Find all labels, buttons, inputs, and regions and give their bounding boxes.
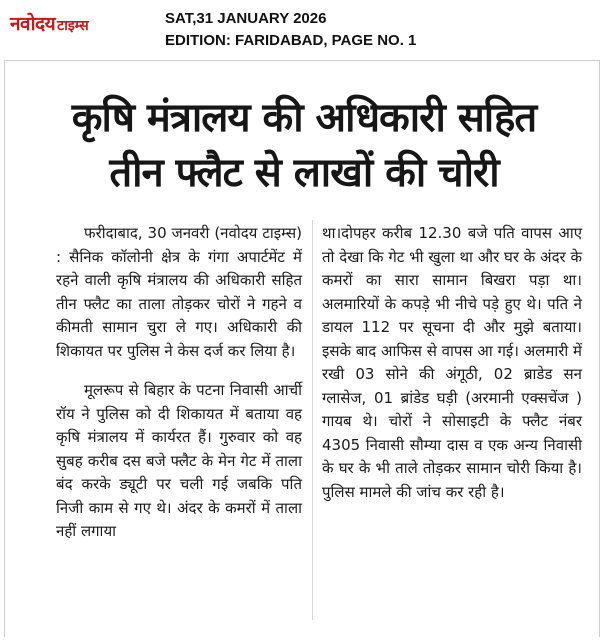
edition-line: EDITION: FARIDABAD, PAGE NO. 1 bbox=[165, 32, 417, 49]
article-paragraph-3: था।दोपहर करीब 12.30 बजे पति वापस आए तो देखा कि गेट भी खुला था और घर के अंदर के कमरों का सारा सामान बिखरा पड़ा था। अलमारियों के कपड़े भी नीचे पड़े हुए थे। पति ने डायल 112 पर सूचना दी और मुझे बताया। इसके बाद आफिस से वापस आ गई। अलमारी में रखी 03 सोने की अंगूठी, 02 ब्राडेड सन ग्लासेज, 01 ब्रांडेड घड़ी (अरमानी एक्सचेंज ) गायब थे। चोरों ने सोसाइटी के फ्लैट नंबर 4305 निवासी सौम्या दास व एक अन्य निवासी के घर के भी ताले तोड़कर सामान चोरी किया है।पुलिस मामले की जांच कर रही है। bbox=[322, 224, 582, 501]
masthead bbox=[0, 0, 608, 50]
column-divider bbox=[312, 220, 313, 620]
newspaper-logo bbox=[10, 10, 89, 40]
logo-main-text: नवोदय bbox=[10, 13, 56, 35]
article-paragraph-2: मूलरूप से बिहार के पटना निवासी आर्ची रॉय ने पुलिस को दी शिकायत में बताया वह कृषि मंत्रालय में कार्यरत हैं। गुरुवार को वह सुबह करीब दस बजे फ्लैट के मेन गेट में ताला बंद करके ड्यूटी पर चली गई जबकि पति निजी काम से गए थे। अंदर के कमरों में ताला नहीं लगाया bbox=[56, 381, 302, 540]
article-right-column bbox=[322, 222, 582, 504]
date-line: SAT,31 JANUARY 2026 bbox=[165, 10, 327, 27]
logo-sub-text: टाइम्स bbox=[57, 18, 89, 34]
headline-line-1: कृषि मंत्रालय की अधिकारी सहित bbox=[71, 95, 537, 141]
edition-info bbox=[165, 8, 416, 52]
headline-line-2: तीन फ्लैट से लाखों की चोरी bbox=[109, 150, 499, 196]
article-paragraph-1: फरीदाबाद, 30 जनवरी (नवोदय टाइम्स) : सैनिक कॉलोनी क्षेत्र के गंगा अपार्टमेंट में रहने वाली कृषि मंत्रालय की अधिकारी सहित तीन फ्लैट का ताला तोड़कर चोरों ने गहने व कीमती सामान चुरा ले गए। अधिकारी की शिकायत पर पुलिस ने केस दर्ज कर लिया है। bbox=[56, 224, 302, 360]
article-left-column bbox=[56, 222, 302, 544]
